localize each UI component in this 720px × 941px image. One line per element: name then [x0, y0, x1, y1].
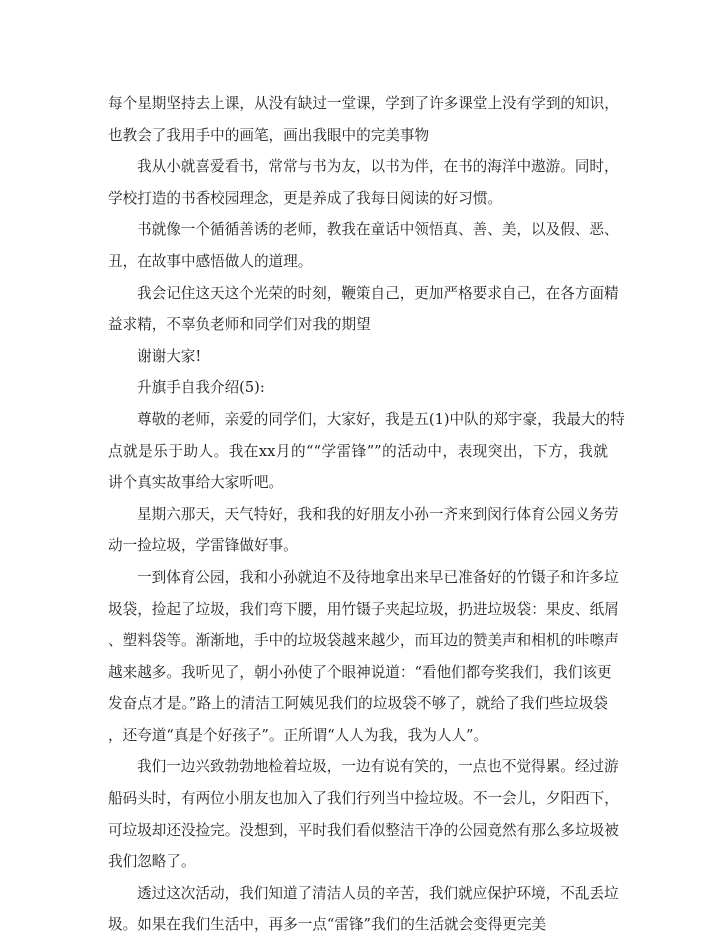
text-line: 我会记住这天这个光荣的时刻，鞭策自己，更加严格要求自己，在各方面精	[137, 284, 619, 302]
text-line: 我们忽略了。	[108, 853, 196, 871]
text-line: 尊敬的老师，亲爱的同学们，大家好，我是五(1)中队的郑宇豪，我最大的特	[137, 410, 625, 428]
text-line: 圾。如果在我们生活中，再多一点“雷锋”我们的生活就会变得更完美	[108, 916, 547, 934]
text-line: 发奋点才是。”路上的清洁工阿姨见我们的垃圾袋不够了，就给了我们些垃圾袋	[108, 695, 608, 713]
text-line: 船码头时，有两位小朋友也加入了我们行列当中捡垃圾。不一会儿，夕阳西下，	[108, 790, 619, 808]
text-line: 谢谢大家!	[137, 347, 202, 365]
text-line: 升旗手自我介绍(5):	[137, 379, 265, 397]
text-line: 星期六那天，天气特好，我和我的好朋友小孙一齐来到闵行体育公园义务劳	[137, 505, 619, 523]
text-line: 动一捡垃圾，学雷锋做好事。	[108, 537, 298, 555]
text-line: 圾袋，捡起了垃圾，我们弯下腰，用竹镊子夹起垃圾，扔进垃圾袋：果皮、纸屑	[108, 600, 619, 618]
text-line: 一到体育公园，我和小孙就迫不及待地拿出来早已准备好的竹镊子和许多垃	[137, 568, 619, 586]
text-line: 每个星期坚持去上课，从没有缺过一堂课，学到了许多课堂上没有学到的知识，	[108, 95, 619, 112]
text-line: 丑，在故事中感悟做人的道理。	[108, 252, 313, 270]
text-line: 透过这次活动，我们知道了清洁人员的辛苦，我们就应保护环境，不乱丢垃	[137, 884, 619, 902]
text-line: ，还夸道“真是个好孩子”。正所谓“人人为我，我为人人”。	[108, 726, 489, 744]
text-line: 也教会了我用手中的画笔，画出我眼中的完美事物	[108, 126, 430, 144]
document-body	[108, 88, 625, 941]
text-line: 、塑料袋等。渐渐地，手中的垃圾袋越来越少，而耳边的赞美声和相机的咔嚓声	[108, 632, 619, 650]
text-line: 可垃圾却还没捡完。没想到，平时我们看似整洁干净的公园竟然有那么多垃圾被	[108, 821, 619, 839]
text-line: 我们一边兴致勃勃地检着垃圾，一边有说有笑的，一点也不觉得累。经过游	[137, 758, 619, 776]
text-line: 我从小就喜爱看书，常常与书为友，以书为伴，在书的海洋中遨游。同时，	[137, 158, 619, 176]
text-line: 讲个真实故事给大家听吧。	[108, 474, 284, 492]
text-line: 学校打造的书香校园理念，更是养成了我每日阅读的好习惯。	[108, 189, 503, 207]
text-line: 越来越多。我听见了，朝小孙使了个眼神说道：“看他们都夸奖我们，我们该更	[108, 663, 612, 681]
text-line: 益求精，不辜负老师和同学们对我的期望	[108, 316, 371, 334]
text-line: 点就是乐于助人。我在xx月的““学雷锋””的活动中，表现突出，下方，我就	[108, 442, 608, 460]
text-line: 书就像一个循循善诱的老师，教我在童话中领悟真、善、美，以及假、恶、	[137, 221, 619, 239]
